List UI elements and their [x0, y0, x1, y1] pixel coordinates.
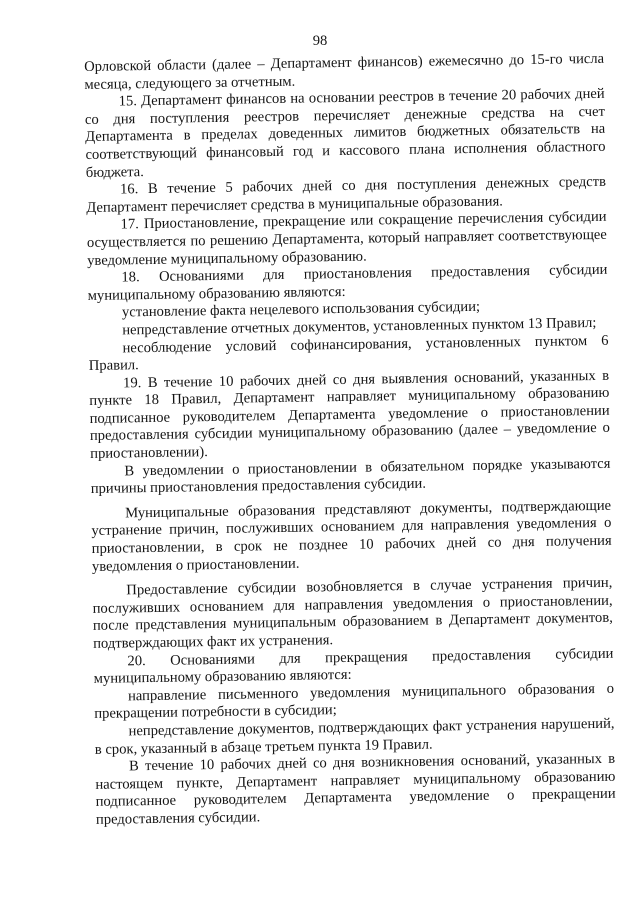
- document-body: [84, 51, 616, 830]
- paragraph-item-15: 15. Департамент финансов на основании реестров в течение 20 рабочих дней со дня поступления реестров перечисляет денежные средства на счет Департамента в пределах доведенных лимитов бюджетных обязательств на соответствующий финансовый год и кассового плана исполнения областного бюджета.: [84, 86, 606, 181]
- paragraph-item-19-resume: Предоставление субсидии возобновляется в случае устранения причин, послуживших основанием для направления уведомления о приостановлении, после представления муниципальным образованием в Департамент документов, подтверждающих факт их устранения.: [92, 574, 613, 652]
- paragraph-item-19-documents: Муниципальные образования представляют документы, подтверждающие устранение причин, послуживших основанием для направления уведомления о приостановлении, в срок не позднее 10 рабочих дней со дня получения уведомления о приостановлении.: [91, 497, 612, 575]
- page-number: 98: [312, 33, 328, 49]
- paragraph-item-20-reason-1: направление письменного уведомления муниципального образования о прекращении потребности в субсидии;: [94, 680, 615, 723]
- paragraph-item-20-reason-2: непредставление документов, подтверждающих факт устранения нарушений, в срок, указанный в абзаце третьем пункта 19 Правил.: [94, 715, 615, 758]
- paragraph-item-18-reason-1: установление факта нецелевого использования субсидии;: [121, 299, 481, 321]
- paragraph-item-20-notice: В течение 10 рабочих дней со дня возникновения оснований, указанных в настоящем пункте, Департамент направляет муниципальному образованию подписанное руководителем Департамента уведомление о прекращении предоставления субсидии.: [95, 750, 616, 828]
- paragraph-item-19-notice: В уведомлении о приостановлении в обязательном порядке указываются причины приостановления предоставления субсидии.: [90, 455, 611, 498]
- paragraph-item-18: 18. Основаниями для приостановления предоставления субсидии муниципальному образованию являются:: [87, 261, 608, 304]
- paragraph-item-17: 17. Приостановление, прекращение или сокращение перечисления субсидии осуществляется по решению Департамента, который направляет соответствующее уведомление муниципальному образованию.: [86, 209, 607, 269]
- paragraph-continuation: Орловской области (далее – Департамент финансов) ежемесячно до 15-го числа месяца, следующего за отчетным.: [84, 50, 605, 93]
- paragraph-item-20: 20. Основаниями для прекращения предоставления субсидии муниципальному образованию являются:: [93, 645, 614, 688]
- paragraph-item-18-reason-2: непредставление отчетных документов, установленных пунктом 13 Правил;: [122, 314, 597, 339]
- paragraph-item-18-reason-3: несоблюдение условий софинансирования, установленных пунктом 6 Правил.: [88, 332, 609, 375]
- paragraph-item-16: 16. В течение 5 рабочих дней со дня поступления денежных средств Департамент перечисляет средства в муниципальные образования.: [86, 173, 607, 216]
- paragraph-item-19: 19. В течение 10 рабочих дней со дня выявления оснований, указанных в пункте 18 Правил, Департамент направляет муниципальному образованию подписанное руководителем Департамента уведомление о приостановлении предоставления субсидии муниципальному образованию (далее – уведомление о приостановлении).: [89, 367, 610, 463]
